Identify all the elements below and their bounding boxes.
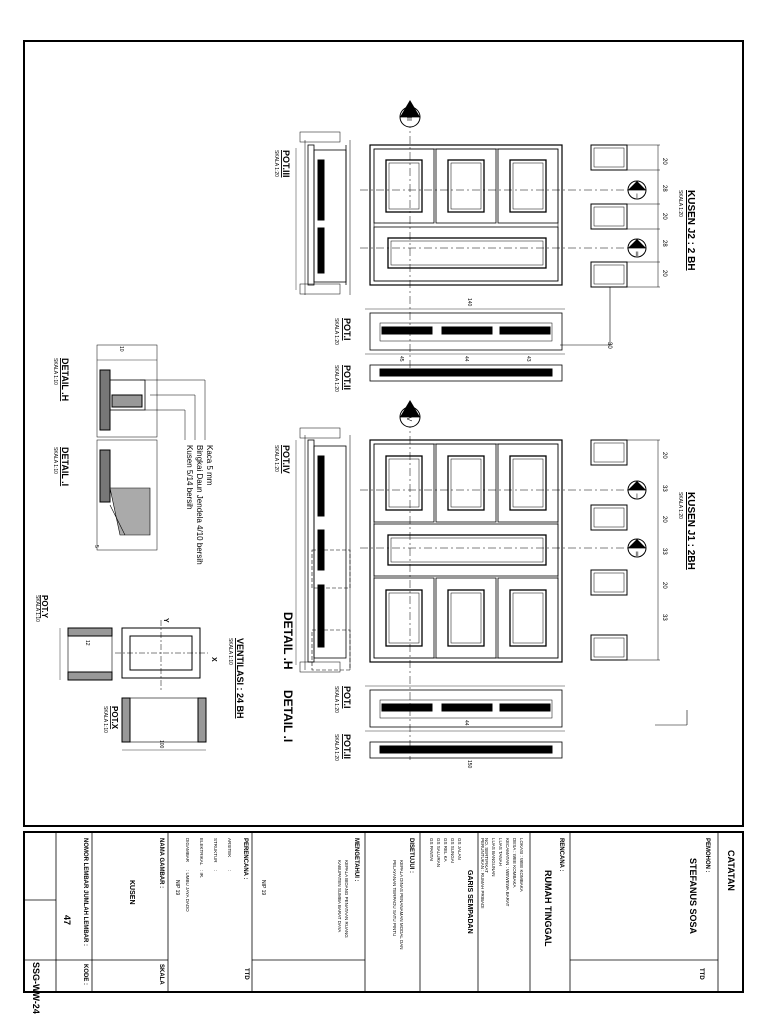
section-marker-ii-bot-label: II [635, 552, 639, 558]
section-marker-ii-top [628, 239, 646, 258]
material-note-2: Bingkai Daun Jendela 4/10 bersih [195, 445, 204, 565]
pot-y-title [34, 595, 49, 622]
pot-i-top-title [333, 318, 352, 392]
disetujui-line-2: PELAYANAN TERPADU SATU PINTU [392, 860, 397, 937]
j1-dim-6: 33 [661, 614, 667, 621]
gs-line-4: GS SALURAN [436, 838, 441, 868]
j2-dim-2: 28 [661, 185, 667, 192]
location-line-3: KECAMATAN : WEWEWA BARAT [505, 838, 510, 907]
section-marker-i-bot-label: I [636, 494, 638, 500]
kode-label: KODE : [82, 964, 88, 985]
pot-y-title-text: POT.Y [40, 595, 49, 619]
detail-h-callout: DETAIL .H [281, 612, 295, 670]
mengetahui-line-2: KABUPATEN SUMBA BARAT DAYA [337, 860, 342, 933]
dim-10: 10 [118, 346, 124, 352]
pot-iii-scale: SKALA 1:20 [273, 150, 279, 177]
location-line-6: NO. SERTIFIKAT [484, 838, 489, 873]
j2-dim-5: 20 [661, 270, 667, 277]
j2-dim-6: 30 [606, 342, 612, 349]
location-line-5: LUAS BANGUNAN [491, 838, 496, 877]
detail-h-drawing [97, 345, 157, 437]
ventilasi-drawing [115, 620, 208, 690]
perencana-row-1: ARSITEK [227, 838, 232, 858]
detail-h-title [52, 358, 70, 401]
section-marker-i-bot [628, 481, 646, 500]
disetujui-label: DISETUJUI : [408, 838, 414, 874]
dim-150: 150 [466, 760, 472, 769]
j2-dim-3: 20 [661, 213, 667, 220]
title-block-border [24, 832, 743, 992]
detail-i-drawing [97, 440, 157, 550]
pot-ii-bot-scale: SKALA 1:20 [333, 734, 339, 761]
mengetahui-label: MENGETAHUI : [353, 838, 359, 882]
pot-iii-title [273, 150, 291, 178]
ttd-label: TTD [698, 968, 704, 980]
detail-h-scale: SKALA 1:10 [52, 358, 58, 385]
nip-1: NIP 19 [260, 880, 266, 896]
dim-45: 45 [398, 356, 404, 362]
ventilasi-title [227, 638, 245, 719]
section-marker-i-top-label: I [636, 194, 638, 200]
pot-i-bot-title-text: POT.I [342, 686, 352, 709]
pot-y-drawing [60, 628, 112, 680]
pot-iv-section [296, 428, 350, 672]
section-marker-iii-label: III [405, 115, 412, 121]
kusen-j2-title [677, 190, 696, 271]
nip-2: NIP 19 [174, 880, 180, 896]
catatan-label: CATATAN [726, 850, 736, 891]
perencana-value-1: : [227, 870, 232, 872]
kusen-j1-title [677, 492, 696, 570]
nomor-lembar-label: NOMOR LEMBAR : [82, 838, 88, 892]
dim-43: 43 [525, 356, 531, 362]
kusen-j1-dims [661, 452, 667, 621]
ttd-2: TTD [243, 968, 249, 980]
kode-value: SSG-WW-24 [31, 962, 41, 1014]
section-marker-ii-bot [628, 539, 646, 558]
material-note-1: Kaca 5 mm [205, 445, 214, 486]
location-line-7: PERUNTUKAN : RUMAH PRIBADI [480, 838, 485, 909]
dim-100: 100 [158, 740, 164, 749]
detail-i-title [52, 447, 70, 486]
perencana-row-2: STRUKTUR [213, 838, 218, 863]
disetujui-line-1: KEPALA DINAS PENANAMAN MODAL DAN [399, 860, 404, 950]
perencana-value-4: : UMBU JAYA DADO [185, 870, 190, 912]
material-notes [185, 445, 214, 565]
nama-gambar-value: KUSEN [128, 880, 135, 905]
nomor-lembar-value: 47 [62, 915, 72, 926]
pot-iv-title [273, 445, 291, 474]
j1-dim-4: 33 [661, 548, 667, 555]
dim-12: 12 [84, 640, 90, 646]
pot-i-bot-scale: SKALA 1:20 [333, 686, 339, 713]
pemohon-label: PEMOHON : [704, 838, 710, 873]
garis-sempadan-title: GARIS SEMPADAN [466, 870, 473, 934]
skala-label: SKALA [158, 964, 164, 985]
pot-i-top-scale: SKALA 1:20 [333, 318, 339, 345]
j2-dim-4: 28 [661, 240, 667, 247]
j1-dim-2: 33 [661, 485, 667, 492]
detail-i-scale: SKALA 1:10 [52, 447, 58, 474]
section-marker-iv-label: IV [405, 414, 412, 422]
title-block-grid [24, 832, 718, 992]
perencana-label: PERENCANA : [242, 838, 248, 880]
kusen-j2-scale: SKALA 1:20 [677, 190, 683, 217]
pot-ii-top-title-text: POT.II [342, 365, 352, 391]
detail-i-title-text: DETAIL .I [60, 447, 70, 487]
j1-dim-5: 20 [661, 582, 667, 589]
section-marker-iii [400, 100, 420, 127]
pot-x-title-text: POT.X [110, 706, 119, 730]
dim-5: 5 [93, 545, 99, 548]
ventilasi-axes [162, 618, 217, 662]
perencana-row-4: DIGAMBAR [185, 838, 190, 863]
kusen-j2-title-text: KUSEN J2 : 2 BH [685, 190, 696, 271]
section-marker-iv [400, 400, 420, 427]
pot-ii-top-section [370, 365, 562, 381]
pot-iii-section [296, 132, 350, 295]
axis-y-label: Y [162, 618, 169, 623]
pot-iv-title-text: POT.IV [281, 445, 291, 474]
dim-140: 140 [466, 298, 472, 307]
gs-line-5: GS PANTAI [429, 838, 434, 862]
section-marker-ii-top-label: II [635, 252, 639, 258]
pot-x-title [102, 706, 119, 733]
rencana-label: RENCANA : [558, 838, 564, 872]
ventilasi-title-text: VENTILASI : 24 BH [235, 638, 245, 719]
dim-44b: 44 [463, 720, 469, 726]
pot-bot-titles [333, 686, 352, 761]
detail-callouts [281, 612, 295, 742]
perencana-row-3: ELEKTRIKAL [199, 838, 204, 866]
pot-y-scale: SKALA 1:10 [34, 595, 40, 622]
location-line-2: DESA : WEE KOMBAKA [512, 838, 517, 888]
pemohon-name: STEFANUS SOSA [688, 858, 698, 935]
detail-h-title-text: DETAIL .H [60, 358, 70, 402]
pot-ii-bot-section [370, 742, 562, 758]
pot-ii-top-scale: SKALA 1:20 [333, 365, 339, 392]
material-leaders [140, 380, 205, 440]
gs-line-1: GS JALAN [457, 838, 462, 860]
pot-ii-bot-title-text: POT.II [342, 734, 352, 760]
pot-i-top-section [365, 309, 565, 354]
gs-line-2: GS SUNGAI [450, 838, 455, 864]
j1-dim-1: 20 [661, 452, 667, 459]
jumlah-lembar-label: JUMLAH LEMBAR : [82, 890, 88, 946]
kusen-j1-title-text: KUSEN J1 : 2BH [685, 492, 696, 570]
rencana-value: RUMAH TINGGAL [543, 870, 553, 947]
perencana-value-2: : [213, 870, 218, 872]
kusen-j1-scale: SKALA 1:20 [677, 492, 683, 519]
dim-44a: 44 [463, 356, 469, 362]
title-block-text [31, 838, 736, 1014]
pot-i-top-title-text: POT.I [342, 318, 352, 341]
location-line-4: LUAS TANAH [498, 838, 503, 866]
axis-x-label: X [210, 657, 217, 662]
j2-dim-1: 20 [661, 158, 667, 165]
gs-line-3: GS REL KA [443, 838, 448, 862]
pot-x-scale: SKALA 1:10 [102, 706, 108, 733]
j1-dim-3: 20 [661, 516, 667, 523]
detail-i-callout: DETAIL .I [281, 690, 295, 743]
pot-iii-title-text: POT.III [281, 150, 291, 178]
ventilasi-scale: SKALA 1:10 [227, 638, 233, 665]
section-marker-i-top [628, 181, 646, 200]
nama-gambar-label: NAMA GAMBAR : [158, 838, 164, 889]
mengetahui-line-1: KEPALA BIDANG PENATAAN RUANG [344, 860, 349, 938]
location-line-1: LOKASI : WEE KOMBAKA [519, 838, 524, 892]
perencana-value-3: : IR. [199, 870, 204, 879]
material-note-3: Kusen 5/14 bersih [185, 445, 194, 510]
pot-iv-scale: SKALA 1:20 [273, 445, 279, 472]
